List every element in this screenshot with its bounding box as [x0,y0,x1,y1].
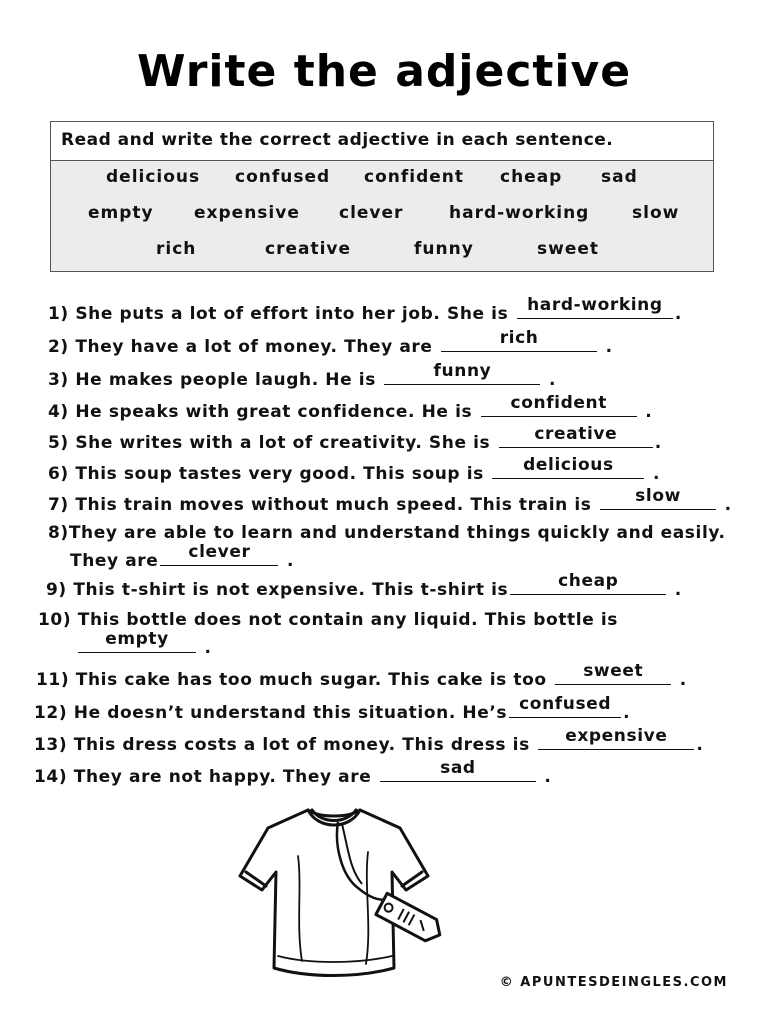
answer-text: sweet [583,661,644,681]
question-text: This t-shirt is not expensive. This t-shirt is [73,580,509,600]
copyright-footer: © APUNTESDEINGLES.COM [499,975,728,990]
question-number: 3) [48,370,69,390]
punctuation: . [623,703,631,723]
word-bank-item: creative [265,239,352,259]
answer-blank[interactable] [384,361,540,385]
question-13 [34,726,704,756]
punctuation: . [605,337,613,357]
question-number: 14) [34,767,68,787]
answer-blank[interactable] [517,295,673,319]
question-8 [48,522,726,544]
answer-text: empty [105,629,169,649]
question-2 [48,328,613,358]
answer-text: creative [534,424,618,444]
word-bank-item: confident [364,167,465,187]
word-bank-item: confused [235,167,331,187]
punctuation: . [204,638,212,658]
question-text: This bottle does not contain any liquid. This bottle is [77,610,619,630]
question-text: She puts a lot of effort into her job. She is [75,304,509,324]
answer-blank[interactable] [499,424,653,448]
answer-blank[interactable] [380,758,536,782]
question-text: This dress costs a lot of money. This dress is [73,735,530,755]
question-number: 13) [34,735,68,755]
answer-text: expensive [565,726,668,746]
question-number: 4) [48,402,69,422]
question-text: This cake has too much sugar. This cake is too [75,670,547,690]
question-text: He makes people laugh. He is [75,370,376,390]
t-shirt-with-price-tag-icon [238,796,453,986]
question-text: They are not happy. They are [73,767,372,787]
question-number: 1) [48,304,69,324]
question-number: 11) [36,670,70,690]
punctuation: . [548,370,557,390]
question-6 [48,455,660,485]
question-4 [48,393,653,423]
question-text: They are [70,551,159,571]
answer-text: delicious [523,455,614,475]
word-bank-item: funny [414,239,474,259]
answer-text: clever [188,542,251,562]
answer-blank[interactable] [510,571,666,595]
answer-blank[interactable] [492,455,644,479]
answer-text: funny [433,361,492,381]
question-14 [34,758,552,788]
answer-blank[interactable] [441,328,597,352]
word-bank-box [50,121,714,272]
question-number: 2) [48,337,69,357]
answer-text: confident [510,393,607,413]
question-text: This soup tastes very good. This soup is [75,464,484,484]
word-bank-item: cheap [500,167,563,187]
punctuation: . [286,551,295,571]
question-number: 10) [38,610,72,630]
word-bank-item: empty [88,203,154,223]
answer-blank[interactable] [538,726,694,750]
word-bank-row-2 [51,203,713,227]
word-bank-item: rich [156,239,197,259]
punctuation: . [645,402,653,422]
question-number: 5) [48,433,69,453]
question-number: 6) [48,464,69,484]
answer-text: confused [519,694,612,714]
question-7 [48,486,732,516]
punctuation: . [654,433,662,453]
question-5 [48,424,662,454]
question-1 [48,295,682,325]
question-12 [34,694,631,724]
question-text: This train moves without much speed. This train is [75,495,592,515]
answer-text: hard-working [527,295,663,315]
page-title: Write the adjective [136,46,632,97]
answer-text: sad [440,758,476,778]
question-number: 9) [46,580,67,600]
word-bank-item: delicious [106,167,201,187]
answer-blank[interactable] [555,661,671,685]
question-text: He doesn’t understand this situation. He’s [73,703,508,723]
word-bank-row-1 [51,167,713,191]
question-3 [48,361,557,391]
answer-blank[interactable] [481,393,637,417]
word-bank-row-3 [51,239,713,263]
word-bank-item: hard-working [449,203,590,223]
question-number: 8) [48,523,69,543]
word-bank-item: sweet [537,239,600,259]
question-text: They have a lot of money. They are [75,337,433,357]
question-text: They are able to learn and understand things quickly and easily. [68,523,726,543]
answer-blank[interactable] [78,629,196,653]
answer-blank[interactable] [509,694,621,718]
question-10-continued [76,629,212,659]
answer-blank[interactable] [600,486,716,510]
question-number: 12) [34,703,68,723]
punctuation: . [696,735,704,755]
question-11 [36,661,687,691]
question-8-continued [70,542,295,572]
punctuation: . [724,495,732,515]
punctuation: . [544,767,552,787]
question-text: She writes with a lot of creativity. She is [75,433,491,453]
punctuation: . [652,464,660,484]
instructions: Read and write the correct adjective in each sentence. [51,122,713,161]
answer-text: slow [635,486,681,506]
punctuation: . [674,580,682,600]
question-text: He speaks with great confidence. He is [75,402,473,422]
question-number: 7) [48,495,69,515]
question-9 [46,571,682,601]
answer-text: rich [499,328,539,348]
word-bank-item: slow [632,203,680,223]
punctuation: . [679,670,687,690]
punctuation: . [674,304,682,324]
answer-text: cheap [558,571,619,591]
word-bank-item: expensive [194,203,300,223]
answer-blank[interactable] [160,542,278,566]
word-bank-item: clever [339,203,404,223]
word-bank-item: sad [601,167,638,187]
